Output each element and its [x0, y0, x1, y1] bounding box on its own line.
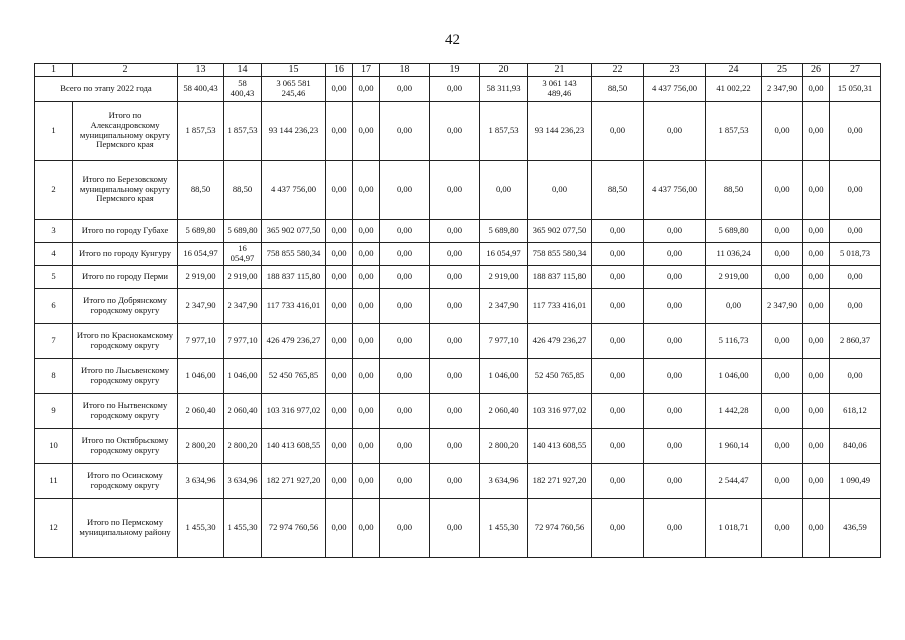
total-value: 41 002,22: [706, 76, 762, 101]
row-value: 182 271 927,20: [262, 463, 326, 498]
row-value: 0,00: [592, 393, 644, 428]
total-value: 0,00: [326, 76, 353, 101]
total-row: [35, 76, 881, 101]
row-value: 618,12: [830, 393, 881, 428]
row-value: 5 689,80: [706, 219, 762, 242]
total-value: 0,00: [803, 76, 830, 101]
row-value: 0,00: [592, 428, 644, 463]
row-value: 2 919,00: [178, 265, 224, 288]
row-value: 0,00: [326, 358, 353, 393]
row-value: 0,00: [706, 288, 762, 323]
row-number: 10: [35, 428, 73, 463]
column-number-19: 19: [430, 64, 480, 77]
row-value: 2 800,20: [480, 428, 528, 463]
row-value: 0,00: [762, 393, 803, 428]
row-value: 1 857,53: [706, 101, 762, 160]
row-value: 0,00: [803, 323, 830, 358]
row-value: 0,00: [592, 219, 644, 242]
row-value: 0,00: [803, 428, 830, 463]
table-row: [35, 101, 881, 160]
row-value: 0,00: [353, 358, 380, 393]
row-value: 2 347,90: [178, 288, 224, 323]
row-value: 0,00: [430, 242, 480, 265]
row-value: 5 116,73: [706, 323, 762, 358]
column-number-20: 20: [480, 64, 528, 77]
row-value: 0,00: [380, 101, 430, 160]
row-value: 4 437 756,00: [644, 160, 706, 219]
row-value: 2 919,00: [224, 265, 262, 288]
row-value: 0,00: [762, 358, 803, 393]
row-number: 7: [35, 323, 73, 358]
row-value: 0,00: [353, 428, 380, 463]
row-value: 5 689,80: [178, 219, 224, 242]
row-value: 3 634,96: [178, 463, 224, 498]
row-value: 1 960,14: [706, 428, 762, 463]
column-number-21: 21: [528, 64, 592, 77]
row-value: 2 347,90: [762, 288, 803, 323]
row-value: 0,00: [644, 265, 706, 288]
row-value: 0,00: [353, 323, 380, 358]
row-value: 0,00: [380, 358, 430, 393]
row-value: 0,00: [353, 265, 380, 288]
row-value: 0,00: [592, 323, 644, 358]
row-value: 0,00: [762, 101, 803, 160]
row-value: 72 974 760,56: [262, 498, 326, 557]
table-row: [35, 323, 881, 358]
row-value: 0,00: [528, 160, 592, 219]
row-value: 840,06: [830, 428, 881, 463]
row-value: 0,00: [353, 160, 380, 219]
row-value: 88,50: [592, 160, 644, 219]
row-value: 0,00: [592, 463, 644, 498]
row-number: 6: [35, 288, 73, 323]
row-value: 2 919,00: [706, 265, 762, 288]
row-value: 0,00: [380, 160, 430, 219]
row-value: 5 689,80: [480, 219, 528, 242]
row-number: 11: [35, 463, 73, 498]
row-value: 0,00: [830, 265, 881, 288]
total-value: 88,50: [592, 76, 644, 101]
row-value: 0,00: [480, 160, 528, 219]
column-number-1: 1: [35, 64, 73, 77]
row-value: 140 413 608,55: [262, 428, 326, 463]
total-value: 3 061 143 489,46: [528, 76, 592, 101]
total-value: 58 400,43: [178, 76, 224, 101]
table-row: [35, 393, 881, 428]
row-value: 0,00: [430, 358, 480, 393]
row-value: 0,00: [762, 498, 803, 557]
table-body: [35, 76, 881, 557]
total-value: 3 065 581 245,46: [262, 76, 326, 101]
row-value: 1 455,30: [480, 498, 528, 557]
column-number-2: 2: [73, 64, 178, 77]
data-table: [34, 63, 881, 558]
row-value: 5 018,73: [830, 242, 881, 265]
row-value: 16 054,97: [178, 242, 224, 265]
row-value: 0,00: [380, 265, 430, 288]
row-value: 4 437 756,00: [262, 160, 326, 219]
row-name: Итого по Пермскому муниципальному району: [73, 498, 178, 557]
row-value: 436,59: [830, 498, 881, 557]
table-header: [35, 64, 881, 77]
row-value: 0,00: [592, 242, 644, 265]
table-row: [35, 498, 881, 557]
row-value: 0,00: [830, 219, 881, 242]
row-value: 0,00: [592, 288, 644, 323]
row-value: 0,00: [380, 242, 430, 265]
row-value: 426 479 236,27: [262, 323, 326, 358]
row-value: 16 054,97: [224, 242, 262, 265]
row-value: 0,00: [353, 219, 380, 242]
row-value: 0,00: [380, 498, 430, 557]
row-number: 8: [35, 358, 73, 393]
column-number-27: 27: [830, 64, 881, 77]
row-value: 103 316 977,02: [262, 393, 326, 428]
table-row: [35, 219, 881, 242]
row-value: 1 046,00: [178, 358, 224, 393]
row-value: 2 860,37: [830, 323, 881, 358]
row-value: 2 347,90: [480, 288, 528, 323]
row-value: 140 413 608,55: [528, 428, 592, 463]
total-value: 58 311,93: [480, 76, 528, 101]
column-number-25: 25: [762, 64, 803, 77]
row-value: 7 977,10: [480, 323, 528, 358]
row-value: 1 018,71: [706, 498, 762, 557]
row-value: 2 060,40: [480, 393, 528, 428]
row-value: 2 919,00: [480, 265, 528, 288]
row-value: 117 733 416,01: [262, 288, 326, 323]
column-number-23: 23: [644, 64, 706, 77]
row-value: 0,00: [644, 242, 706, 265]
row-value: 188 837 115,80: [528, 265, 592, 288]
table-row: [35, 358, 881, 393]
row-value: 1 046,00: [706, 358, 762, 393]
row-value: 72 974 760,56: [528, 498, 592, 557]
row-value: 0,00: [762, 463, 803, 498]
row-value: 0,00: [830, 101, 881, 160]
row-value: 0,00: [762, 160, 803, 219]
column-number-26: 26: [803, 64, 830, 77]
total-value: 4 437 756,00: [644, 76, 706, 101]
row-value: 0,00: [803, 219, 830, 242]
row-value: 1 455,30: [178, 498, 224, 557]
total-value: 0,00: [380, 76, 430, 101]
row-value: 0,00: [326, 393, 353, 428]
row-number: 2: [35, 160, 73, 219]
row-value: 0,00: [803, 498, 830, 557]
row-value: 0,00: [353, 393, 380, 428]
row-value: 0,00: [592, 101, 644, 160]
row-value: 0,00: [644, 288, 706, 323]
column-number-row: [35, 64, 881, 77]
row-value: 0,00: [326, 242, 353, 265]
row-value: 0,00: [644, 498, 706, 557]
row-value: 0,00: [803, 463, 830, 498]
row-value: 2 544,47: [706, 463, 762, 498]
row-value: 0,00: [353, 463, 380, 498]
row-name: Итого по городу Кунгуру: [73, 242, 178, 265]
row-value: 1 857,53: [224, 101, 262, 160]
row-value: 0,00: [380, 219, 430, 242]
column-number-15: 15: [262, 64, 326, 77]
row-name: Итого по Березовскому муниципальному округу Пермского края: [73, 160, 178, 219]
row-value: 0,00: [830, 288, 881, 323]
row-value: 0,00: [380, 463, 430, 498]
table-row: [35, 242, 881, 265]
row-value: 188 837 115,80: [262, 265, 326, 288]
row-value: 52 450 765,85: [262, 358, 326, 393]
row-value: 0,00: [430, 323, 480, 358]
row-value: 0,00: [430, 428, 480, 463]
row-value: 0,00: [592, 498, 644, 557]
row-name: Итого по Осинскому городскому округу: [73, 463, 178, 498]
row-value: 0,00: [762, 219, 803, 242]
row-value: 0,00: [430, 463, 480, 498]
row-value: 0,00: [762, 323, 803, 358]
row-value: 0,00: [803, 393, 830, 428]
row-value: 0,00: [762, 428, 803, 463]
row-value: 758 855 580,34: [262, 242, 326, 265]
row-value: 0,00: [326, 101, 353, 160]
row-value: 117 733 416,01: [528, 288, 592, 323]
row-value: 0,00: [430, 160, 480, 219]
row-value: 0,00: [803, 358, 830, 393]
row-value: 0,00: [803, 242, 830, 265]
total-row-label: Всего по этапу 2022 года: [35, 76, 178, 101]
row-value: 1 857,53: [480, 101, 528, 160]
row-value: 93 144 236,23: [528, 101, 592, 160]
row-number: 3: [35, 219, 73, 242]
row-name: Итого по Александровскому муниципальному округу Пермского края: [73, 101, 178, 160]
row-value: 365 902 077,50: [262, 219, 326, 242]
row-number: 5: [35, 265, 73, 288]
row-value: 88,50: [178, 160, 224, 219]
table-row: [35, 288, 881, 323]
column-number-17: 17: [353, 64, 380, 77]
row-value: 1 046,00: [480, 358, 528, 393]
row-value: 0,00: [430, 498, 480, 557]
row-name: Итого по Краснокамскому городскому округу: [73, 323, 178, 358]
row-value: 0,00: [380, 288, 430, 323]
table-row: [35, 463, 881, 498]
row-value: 11 036,24: [706, 242, 762, 265]
total-value: 15 050,31: [830, 76, 881, 101]
row-value: 0,00: [353, 288, 380, 323]
row-value: 0,00: [830, 160, 881, 219]
column-number-14: 14: [224, 64, 262, 77]
column-number-16: 16: [326, 64, 353, 77]
row-value: 16 054,97: [480, 242, 528, 265]
row-name: Итого по Нытвенскому городскому округу: [73, 393, 178, 428]
row-value: 2 800,20: [224, 428, 262, 463]
row-value: 88,50: [224, 160, 262, 219]
row-value: 0,00: [803, 160, 830, 219]
row-value: 0,00: [644, 219, 706, 242]
row-value: 0,00: [326, 160, 353, 219]
column-number-13: 13: [178, 64, 224, 77]
row-value: 2 347,90: [224, 288, 262, 323]
row-value: 0,00: [326, 428, 353, 463]
row-value: 0,00: [326, 288, 353, 323]
row-value: 0,00: [430, 288, 480, 323]
row-value: 0,00: [380, 393, 430, 428]
row-value: 1 046,00: [224, 358, 262, 393]
column-number-22: 22: [592, 64, 644, 77]
row-value: 1 857,53: [178, 101, 224, 160]
row-value: 103 316 977,02: [528, 393, 592, 428]
row-value: 0,00: [326, 463, 353, 498]
row-value: 0,00: [644, 101, 706, 160]
row-name: Итого по Лысьвенскому городскому округу: [73, 358, 178, 393]
row-value: 0,00: [326, 265, 353, 288]
row-name: Итого по городу Губахе: [73, 219, 178, 242]
row-value: 0,00: [644, 393, 706, 428]
total-value: 0,00: [353, 76, 380, 101]
row-value: 0,00: [353, 101, 380, 160]
row-value: 3 634,96: [480, 463, 528, 498]
row-value: 0,00: [830, 358, 881, 393]
row-value: 1 442,28: [706, 393, 762, 428]
row-value: 0,00: [430, 393, 480, 428]
row-value: 5 689,80: [224, 219, 262, 242]
row-number: 4: [35, 242, 73, 265]
row-value: 0,00: [762, 265, 803, 288]
page-number: 42: [445, 32, 460, 48]
row-value: 0,00: [644, 323, 706, 358]
row-value: 0,00: [430, 219, 480, 242]
total-value: 58 400,43: [224, 76, 262, 101]
row-value: 2 800,20: [178, 428, 224, 463]
row-name: Итого по Октябрьскому городскому округу: [73, 428, 178, 463]
row-value: 52 450 765,85: [528, 358, 592, 393]
table-row: [35, 265, 881, 288]
row-value: 365 902 077,50: [528, 219, 592, 242]
row-value: 0,00: [644, 463, 706, 498]
row-value: 2 060,40: [224, 393, 262, 428]
row-value: 0,00: [803, 265, 830, 288]
column-number-24: 24: [706, 64, 762, 77]
row-value: 182 271 927,20: [528, 463, 592, 498]
table-row: [35, 160, 881, 219]
row-value: 93 144 236,23: [262, 101, 326, 160]
row-value: 0,00: [380, 323, 430, 358]
row-value: 0,00: [762, 242, 803, 265]
row-value: 7 977,10: [224, 323, 262, 358]
row-value: 0,00: [592, 358, 644, 393]
column-number-18: 18: [380, 64, 430, 77]
row-value: 426 479 236,27: [528, 323, 592, 358]
row-number: 12: [35, 498, 73, 557]
total-value: 2 347,90: [762, 76, 803, 101]
row-value: 0,00: [803, 101, 830, 160]
row-value: 758 855 580,34: [528, 242, 592, 265]
row-value: 0,00: [592, 265, 644, 288]
row-value: 0,00: [326, 219, 353, 242]
row-value: 0,00: [644, 358, 706, 393]
row-value: 3 634,96: [224, 463, 262, 498]
row-value: 7 977,10: [178, 323, 224, 358]
row-value: 0,00: [326, 498, 353, 557]
row-value: 1 455,30: [224, 498, 262, 557]
row-value: 88,50: [706, 160, 762, 219]
row-value: 0,00: [644, 428, 706, 463]
table-row: [35, 428, 881, 463]
row-value: 0,00: [430, 265, 480, 288]
row-name: Итого по Добрянскому городскому округу: [73, 288, 178, 323]
row-value: 0,00: [803, 288, 830, 323]
row-name: Итого по городу Перми: [73, 265, 178, 288]
row-value: 0,00: [430, 101, 480, 160]
row-value: 0,00: [353, 242, 380, 265]
row-value: 0,00: [353, 498, 380, 557]
row-value: 1 090,49: [830, 463, 881, 498]
row-number: 1: [35, 101, 73, 160]
row-value: 2 060,40: [178, 393, 224, 428]
total-value: 0,00: [430, 76, 480, 101]
row-value: 0,00: [326, 323, 353, 358]
row-value: 0,00: [380, 428, 430, 463]
row-number: 9: [35, 393, 73, 428]
